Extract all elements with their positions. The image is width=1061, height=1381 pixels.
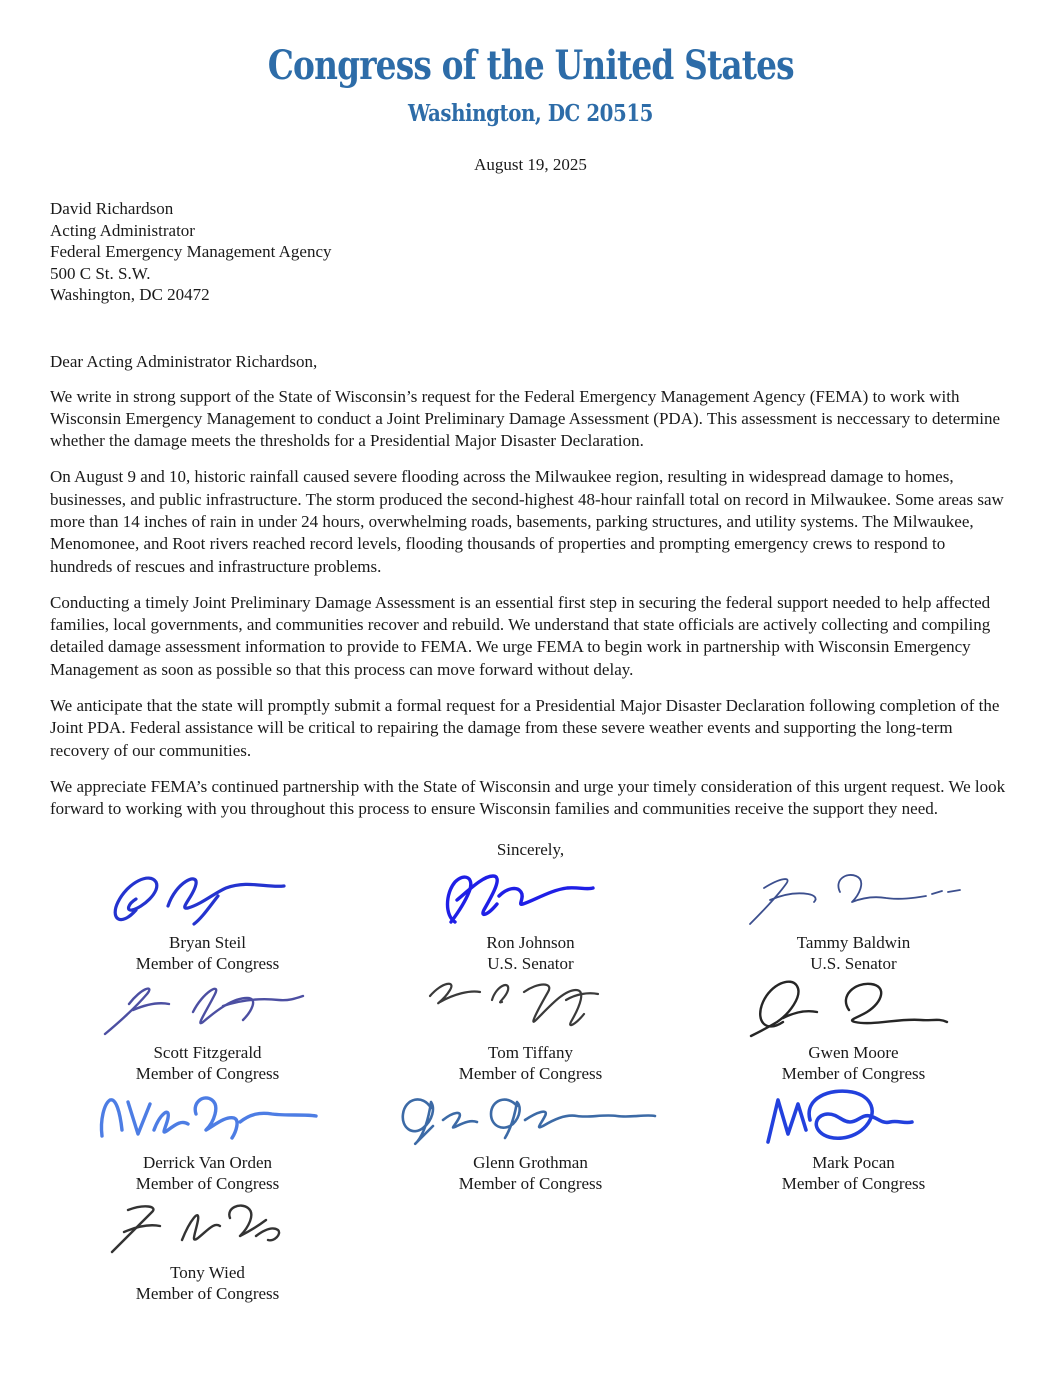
letterhead (0, 0, 1061, 127)
recipient-line: David Richardson (50, 199, 174, 218)
signature-block-scott-fitzgerald (46, 974, 369, 1084)
body-paragraph: On August 9 and 10, historic rainfall caused severe flooding across the Milwaukee region, resulting in widespread damage to homes, businesses, and public infrastructure. The storm produced the second-highest 48-hour rainfall total on record in Milwaukee. Some areas saw more than 14 inches of rain in under 24 hours, overwhelming roads, basements, parking structures, and utility systems. The Milwaukee, Menomonee, and Root rivers reached record levels, flooding thousands of properties and prompting emergency crews to respond to hundreds of rescues and infrastructure problems. (50, 467, 1004, 576)
salutation: Dear Acting Administrator Richardson, (50, 351, 318, 371)
signature-tom-tiffany-image (416, 976, 646, 1042)
signer-name: Ron Johnson (486, 932, 575, 952)
date-line: August 19, 2025 (474, 155, 587, 174)
empty-signature-slot (369, 1194, 692, 1304)
recipient-line: Washington, DC 20472 (50, 285, 210, 304)
signature-block-glenn-grothman (369, 1084, 692, 1194)
signature-scott-fitzgerald-image (93, 976, 323, 1042)
signer-name: Mark Pocan (812, 1152, 895, 1172)
signer-title: Member of Congress (135, 1063, 280, 1083)
signer-name: Glenn Grothman (473, 1152, 588, 1172)
signature-block-mark-pocan (692, 1084, 1015, 1194)
recipient-block (50, 198, 1011, 306)
signer-name: Derrick Van Orden (142, 1152, 273, 1172)
signature-tammy-baldwin-image (734, 866, 974, 932)
body-paragraph: We write in strong support of the State of Wisconsin’s request for the Federal Emergency Management Agency (FEMA) to work with Wisconsin Emergency Management to conduct a Joint Preliminary Damage Assessment (PDA). This assessment is neccessary to determine whether the damage meets the thresholds for a Presidential Major Disaster Declaration. (50, 386, 1000, 451)
signature-grid (46, 864, 1015, 1304)
body-paragraph: We anticipate that the state will promptly submit a formal request for a Presidential Major Disaster Declaration following completion of the Joint PDA. Federal assistance will be critical to repairing the damage from these severe weather events and supporting the long-term recovery of our communities. (50, 696, 1000, 760)
closing: Sincerely, (496, 839, 565, 859)
letter-body (50, 386, 1011, 821)
signature-block-bryan-steil (46, 864, 369, 974)
signature-ron-johnson-image (421, 866, 641, 932)
signature-block-ron-johnson (369, 864, 692, 974)
signer-name: Tammy Baldwin (796, 932, 911, 952)
empty-signature-slot (692, 1194, 1015, 1304)
signature-glenn-grothman-image (391, 1086, 671, 1152)
signature-bryan-steil-image (98, 866, 318, 932)
signature-block-gwen-moore (692, 974, 1015, 1084)
body-paragraph: Conducting a timely Joint Preliminary Damage Assessment is an essential first step in securing the federal support needed to help affected families, local governments, and communities recover and rebuild. We understand that state officials are actively collecting and compiling detailed damage assessment information to provide to FEMA. We urge FEMA to begin work in partnership with Wisconsin Emergency Management as soon as possible so that this process can move forward without delay. (50, 592, 991, 679)
signature-block-tony-wied (46, 1194, 369, 1304)
recipient-line: Federal Emergency Management Agency (50, 242, 332, 261)
signature-block-tom-tiffany (369, 974, 692, 1084)
signer-name: Bryan Steil (169, 932, 246, 952)
signer-title: Member of Congress (458, 1173, 603, 1193)
signer-title: U.S. Senator (487, 953, 574, 973)
signer-title: Member of Congress (458, 1063, 603, 1083)
signature-derrick-van-orden-image (88, 1086, 328, 1152)
signer-name: Scott Fitzgerald (153, 1042, 262, 1062)
signer-title: Member of Congress (781, 1063, 926, 1083)
recipient-line: Acting Administrator (50, 220, 195, 240)
signer-title: U.S. Senator (810, 953, 897, 973)
signer-title: Member of Congress (781, 1173, 926, 1193)
signature-block-tammy-baldwin (692, 864, 1015, 974)
recipient-line: 500 C St. S.W. (50, 263, 151, 283)
signature-tony-wied-image (98, 1196, 318, 1262)
letterhead-title: Congress of the United States (267, 42, 794, 89)
signature-gwen-moore-image (739, 976, 969, 1042)
signer-title: Member of Congress (135, 1283, 280, 1303)
signature-mark-pocan-image (754, 1086, 954, 1152)
signer-title: Member of Congress (135, 953, 280, 973)
letterhead-subtitle: Washington, DC 20515 (407, 100, 654, 127)
signature-block-derrick-van-orden (46, 1084, 369, 1194)
signer-name: Tom Tiffany (488, 1042, 573, 1062)
body-paragraph: We appreciate FEMA’s continued partnership with the State of Wisconsin and urge your timely consideration of this urgent request. We look forward to working with you throughout this process to ensure Wisconsin families and communities receive the support they need. (50, 776, 1006, 819)
signer-name: Gwen Moore (808, 1042, 899, 1062)
signer-title: Member of Congress (135, 1173, 280, 1193)
signer-name: Tony Wied (170, 1262, 245, 1282)
